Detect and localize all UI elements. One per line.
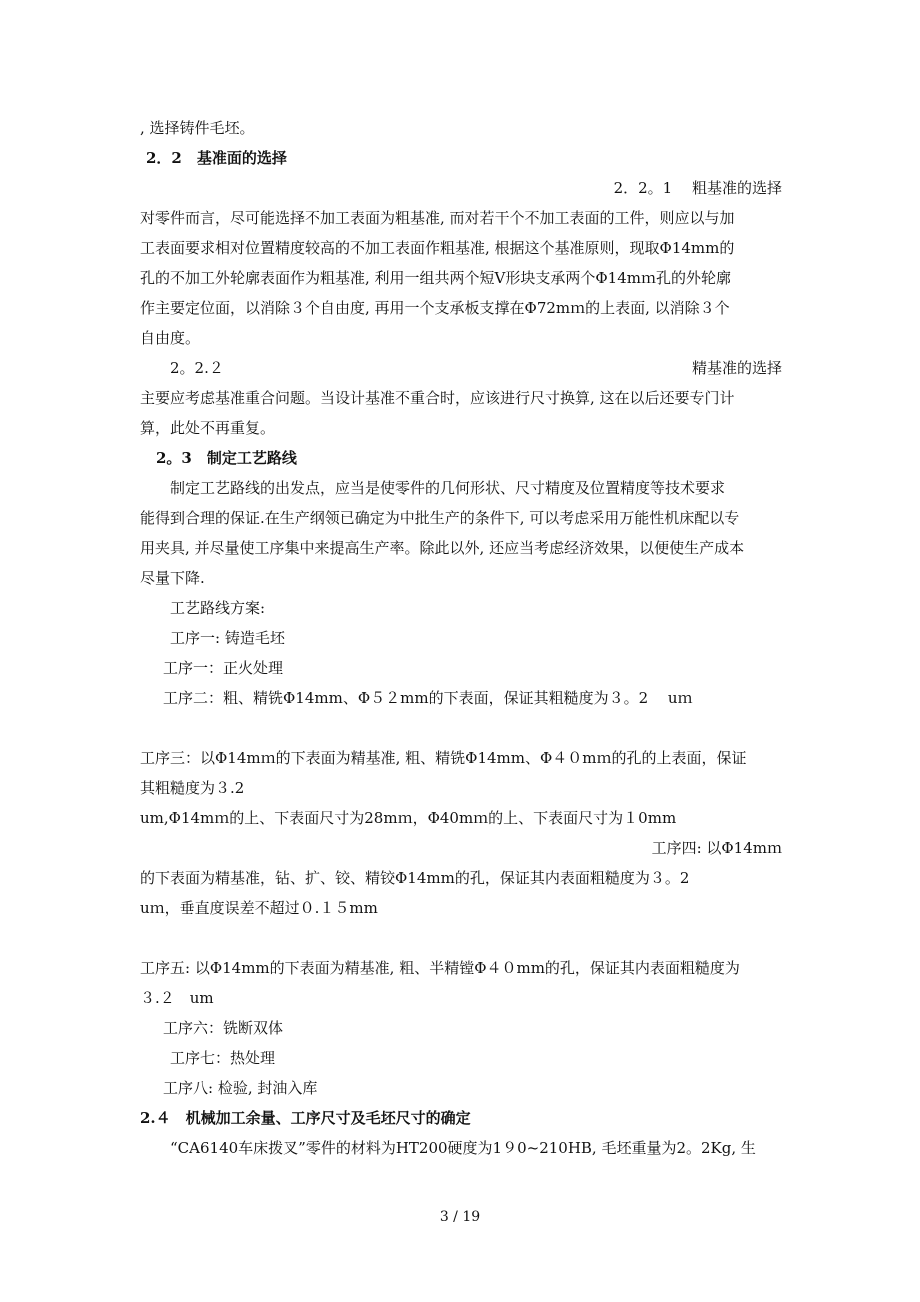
process-step: 工序五: 以Φ14mm的下表面为精基准, 粗、半精镗Φ４０mm的孔，保证其内表面粗糙度为 — [140, 959, 740, 977]
text-line: 自由度。 — [140, 329, 201, 347]
text-line: ３.２ um — [140, 989, 214, 1007]
subsection-heading-2-2-1: 2．2。1 粗基准的选择 — [613, 179, 782, 197]
text-line: 对零件而言，尽可能选择不加工表面为粗基准, 而对若干个不加工表面的工件，则应以与加 — [140, 209, 735, 227]
section-heading-2-2: 2．2 基准面的选择 — [146, 149, 287, 167]
text-line: 算，此处不再重复。 — [140, 419, 276, 437]
text-line: , 选择铸件毛坯。 — [140, 119, 255, 137]
process-step: 工序二：粗、精铣Φ14mm、Φ５２mm的下表面，保证其粗糙度为３。2 uｍ — [163, 689, 693, 707]
subsection-number-2-2-2: 2。2.２ — [170, 359, 224, 377]
text-line: 工表面要求相对位置精度较高的不加工表面作粗基准, 根据这个基准原则，现取Φ14mm的 — [140, 239, 735, 257]
section-heading-2-3: 2。3 制定工艺路线 — [156, 449, 297, 467]
process-step: 工序七：热处理 — [170, 1049, 276, 1067]
process-step: 工序一：正火处理 — [163, 659, 284, 677]
text-line: 用夹具, 并尽量使工序集中来提高生产率。除此以外, 还应当考虑经济效果，以便使生产成本 — [140, 539, 745, 557]
plan-label: 工艺路线方案: — [170, 599, 266, 617]
text-line: um,Φ14mｍ的上、下表面尺寸为28mｍ，Φ40mｍ的上、下表面尺寸为１0mm — [140, 809, 677, 827]
text-line: 尽量下降. — [140, 569, 205, 587]
text-line: 其粗糙度为３.2 — [140, 779, 245, 797]
process-step: 工序一: 铸造毛坯 — [170, 629, 285, 647]
page-number: 3 / 19 — [439, 1209, 481, 1225]
text-line: 能得到合理的保证.在生产纲领已确定为中批生产的条件下, 可以考虑采用万能性机床配以专 — [140, 509, 740, 527]
text-line: “CA6140车床拨叉”零件的材料为HT200硬度为1９0~210HB, 毛坯重量为2。2Kg, 生 — [170, 1139, 756, 1157]
subsection-title-2-2-2: 精基准的选择 — [691, 359, 782, 377]
text-line: 作主要定位面，以消除３个自由度, 再用一个支承板支撑在Φ72mｍ的上表面, 以消除３个 — [140, 299, 730, 317]
text-line: 制定工艺路线的出发点，应当是使零件的几何形状、尺寸精度及位置精度等技术要求 — [170, 479, 726, 497]
text-line: uｍ，垂直度误差不超过０.１５mm — [140, 899, 378, 917]
process-step: 工序四: 以Φ14mｍ — [651, 839, 782, 857]
text-line: 主要应考虑基准重合问题。当设计基准不重合时，应该进行尺寸换算, 这在以后还要专门计 — [140, 389, 735, 407]
process-step: 工序六：铣断双体 — [163, 1019, 284, 1037]
section-heading-2-4: 2.４ 机械加工余量、工序尺寸及毛坯尺寸的确定 — [140, 1109, 471, 1127]
process-step: 工序三：以Φ14mｍ的下表面为精基准, 粗、精铣Φ14mm、Φ４０mｍ的孔的上表面，保证 — [140, 749, 747, 767]
process-step: 工序八: 检验, 封油入库 — [163, 1079, 318, 1097]
text-line: 孔的不加工外轮廓表面作为粗基准, 利用一组共两个短V形块支承两个Φ14mｍ孔的外轮廓 — [140, 269, 731, 287]
text-line: 的下表面为精基准，钻、扩、铰、精铰Φ14mm的孔，保证其内表面粗糙度为３。2 — [140, 869, 690, 887]
